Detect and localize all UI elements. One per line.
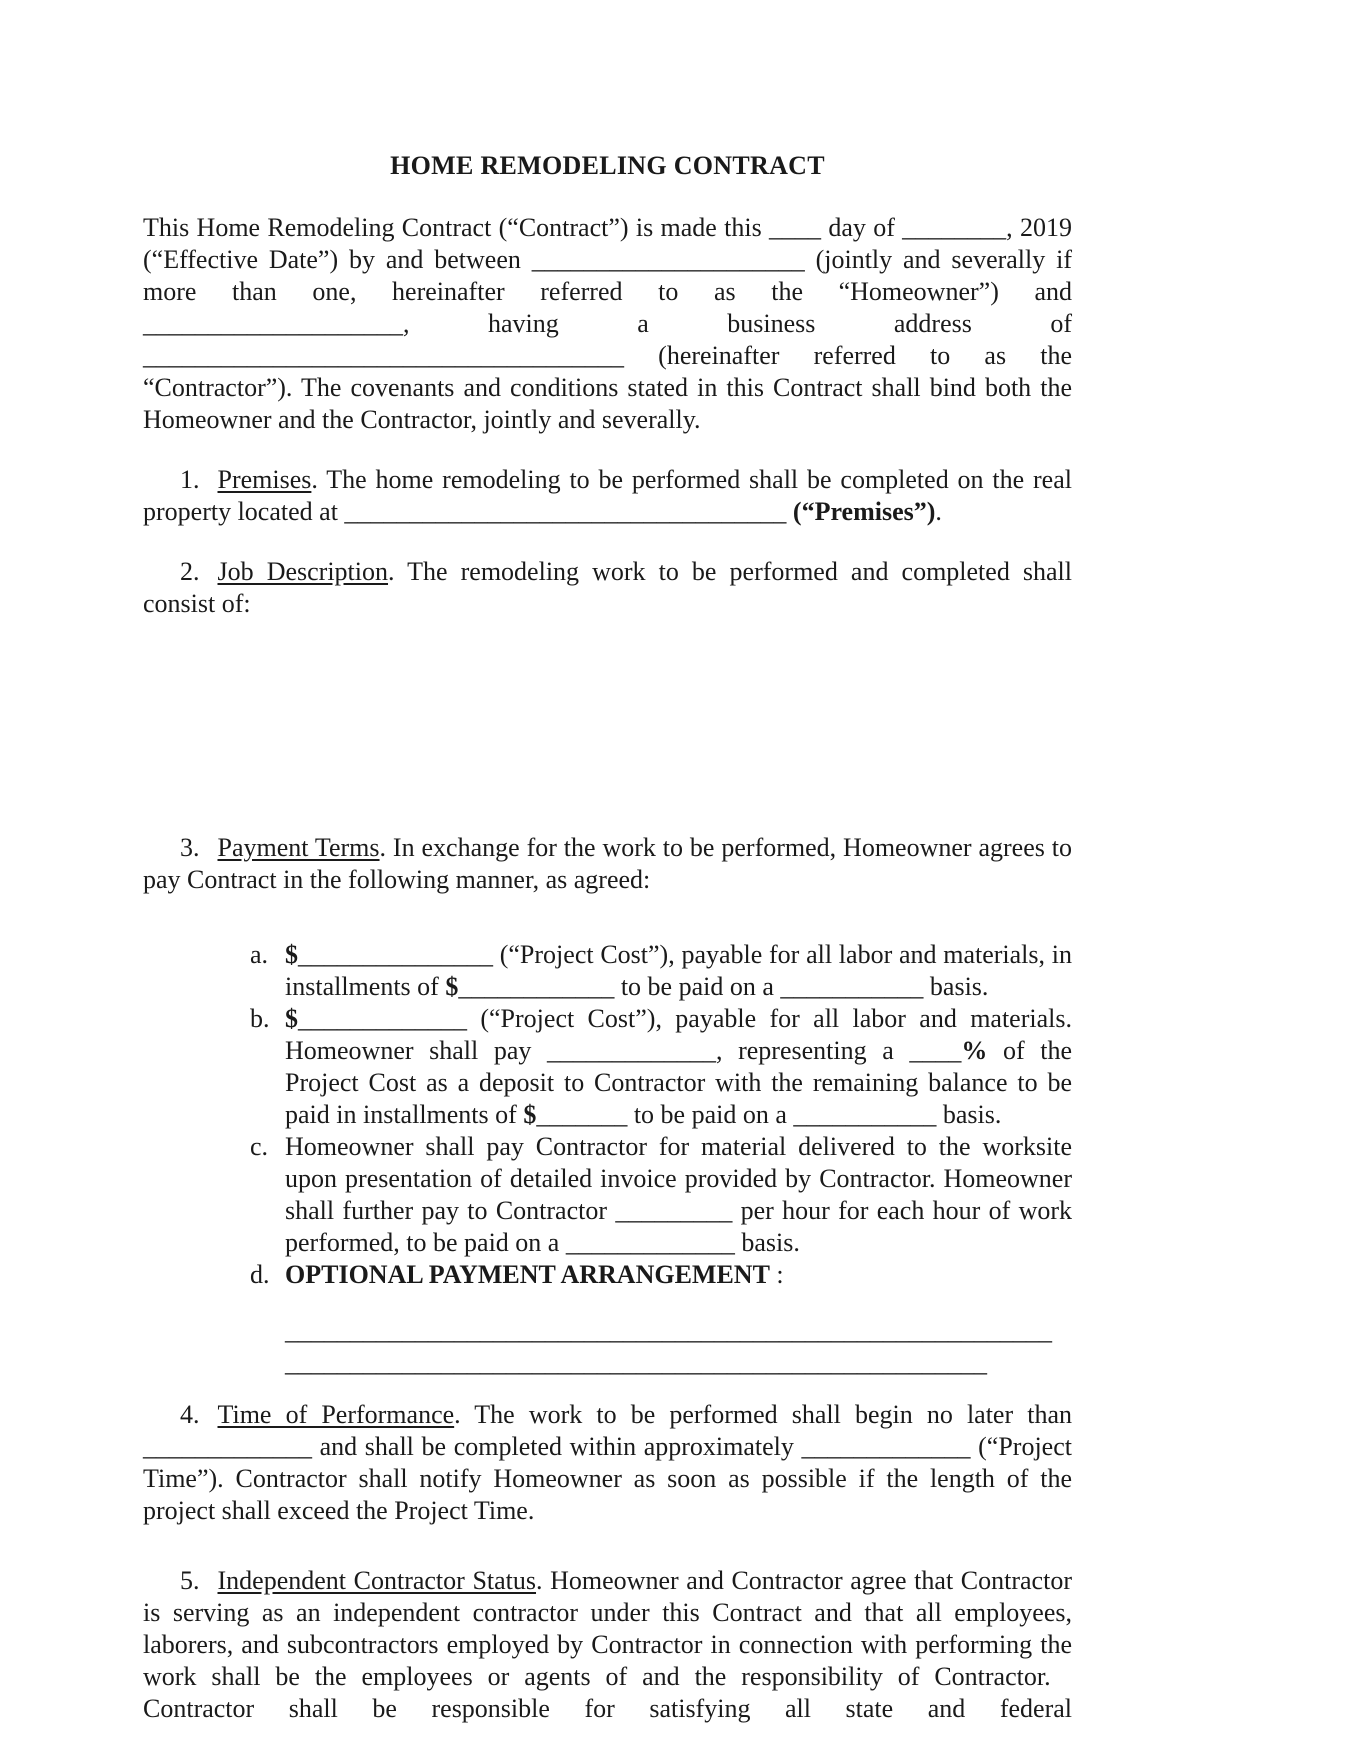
blank-field: ____ (769, 213, 822, 242)
text-segment: $ (523, 1100, 537, 1129)
text-segment: This Home Remodeling Contract (“Contract”) is made this (143, 213, 770, 242)
text-segment: $ (445, 972, 459, 1001)
text-segment: and shall be completed within approximately (312, 1432, 802, 1461)
blank-field: ___________ (793, 1100, 937, 1129)
section-heading: Independent Contractor Status (217, 1566, 537, 1595)
text-segment: : (769, 1260, 784, 1289)
payment-option-d (250, 1259, 1072, 1291)
text-segment: day of (821, 213, 903, 242)
section-1-premises (143, 464, 1072, 528)
blank-field: _____________ (801, 1432, 971, 1461)
text-segment: $ (285, 1004, 298, 1033)
payment-option-c (250, 1131, 1073, 1259)
section-number: 1. (180, 465, 200, 494)
section-heading: Premises (217, 465, 312, 494)
section-5-independent-contractor-status (143, 1565, 1072, 1725)
document-body (143, 212, 1072, 1725)
text-segment: (“Project Time”). Contractor shall notify Homeowner as soon as possible if the length of the project shall exceed the Project Time. (143, 1432, 1072, 1525)
text-segment: . The home remodeling to be performed shall be completed on the real property located at (143, 465, 1072, 526)
list-letter: b. (250, 1004, 270, 1033)
blank-field: _____________________________________ (143, 341, 624, 370)
blank-field: _____________ (298, 1004, 467, 1033)
blank-field: ____________ (458, 972, 615, 1001)
section-4-time-of-performance (143, 1399, 1072, 1527)
optional-payment-blank-line-2 (285, 1347, 1072, 1379)
blank-field: ____ (909, 1036, 962, 1065)
text-segment: . Homeowner and Contractor agree that Contractor is serving as an independent contractor under this Contract and that all employees, laborers, and subcontractors employed by Contractor in connection with performing the work shall be the employees or agents of and the responsibility of Contractor. Contractor shall be responsible for satisfying all state and federal (143, 1566, 1072, 1723)
text-segment: (“Premises”) (792, 497, 936, 526)
text-segment: to be paid on a (627, 1100, 794, 1129)
document-title: HOME REMODELING CONTRACT (390, 151, 825, 180)
text-segment: $ (285, 940, 298, 969)
section-3-payment-terms (143, 832, 1072, 896)
blank-field: _____________ (565, 1228, 735, 1257)
text-segment: (hereinafter referred to as the “Contractor”). The covenants and conditions stated in this Contract shall bind both the Homeowner and the Contractor, jointly and severally. (143, 341, 1072, 434)
text-segment: per hour for each hour of work performed, to be paid on a (285, 1196, 1073, 1257)
text-segment: . (935, 497, 942, 526)
blank-field: _____________ (143, 1432, 312, 1461)
blank-field: _________ (615, 1196, 733, 1225)
intro-paragraph (143, 212, 1072, 436)
text-segment: of the Project Cost as a deposit to Contractor with the remaining balance to be paid in installments of (285, 1036, 1072, 1129)
text-segment: basis. (936, 1100, 1002, 1129)
list-letter: d. (250, 1260, 270, 1289)
blank-field: ___________________________________________________________ (285, 1316, 1052, 1345)
text-segment: . The remodeling work to be performed and completed shall consist of: (143, 557, 1073, 618)
text-segment: , having a business address of (403, 309, 1072, 338)
section-heading: Time of Performance (217, 1400, 455, 1429)
text-segment: , representing a (715, 1036, 910, 1065)
text-segment: , 2019 (“Effective Date”) by and between (143, 213, 1072, 274)
section-number: 2. (180, 557, 200, 586)
section-number: 4. (180, 1400, 200, 1429)
text-segment: . In exchange for the work to be performed, Homeowner agrees to pay Contract in the following manner, as agreed: (143, 833, 1072, 894)
text-segment: (“Project Cost”), payable for all labor and materials. Homeowner shall pay (285, 1004, 1072, 1065)
blank-field: _______ (536, 1100, 628, 1129)
list-letter: a. (250, 940, 269, 969)
section-heading: Job Description (217, 557, 389, 586)
text-segment: basis. (734, 1228, 800, 1257)
blank-field: ______________________________________________________ (285, 1348, 987, 1377)
section-number: 3. (180, 833, 200, 862)
blank-field: ___________ (780, 972, 924, 1001)
list-letter: c. (250, 1132, 269, 1161)
blank-field: _______________ (298, 940, 493, 969)
job-description-blank-space (143, 620, 1072, 820)
blank-field: __________________________________ (344, 497, 787, 526)
optional-payment-blank-line-1 (285, 1315, 1072, 1347)
blank-field: _____________________ (531, 245, 805, 274)
text-segment: OPTIONAL PAYMENT ARRANGEMENT (285, 1260, 770, 1289)
blank-field: ________ (902, 213, 1007, 242)
payment-option-b (250, 1003, 1072, 1131)
text-segment: % (961, 1036, 988, 1065)
section-2-job-description (143, 556, 1072, 620)
text-segment: (“Project Cost”), payable for all labor and materials, in installments of (285, 940, 1072, 1001)
section-heading: Payment Terms (217, 833, 380, 862)
text-segment: (jointly and severally if more than one, hereinafter referred to as the “Homeowner”) and (143, 245, 1072, 306)
text-segment: . The work to be performed shall begin no later than (454, 1400, 1072, 1429)
blank-field: _____________ (546, 1036, 716, 1065)
section-number: 5. (180, 1566, 200, 1595)
text-segment: Homeowner shall pay Contractor for material delivered to the worksite upon presentation of detailed invoice provided by Contractor. Homeowner shall further pay to Contractor (285, 1132, 1072, 1225)
blank-field: ____________________ (143, 309, 403, 338)
text-segment: basis. (923, 972, 989, 1001)
payment-option-a (250, 939, 1072, 1003)
text-segment: to be paid on a (614, 972, 781, 1001)
